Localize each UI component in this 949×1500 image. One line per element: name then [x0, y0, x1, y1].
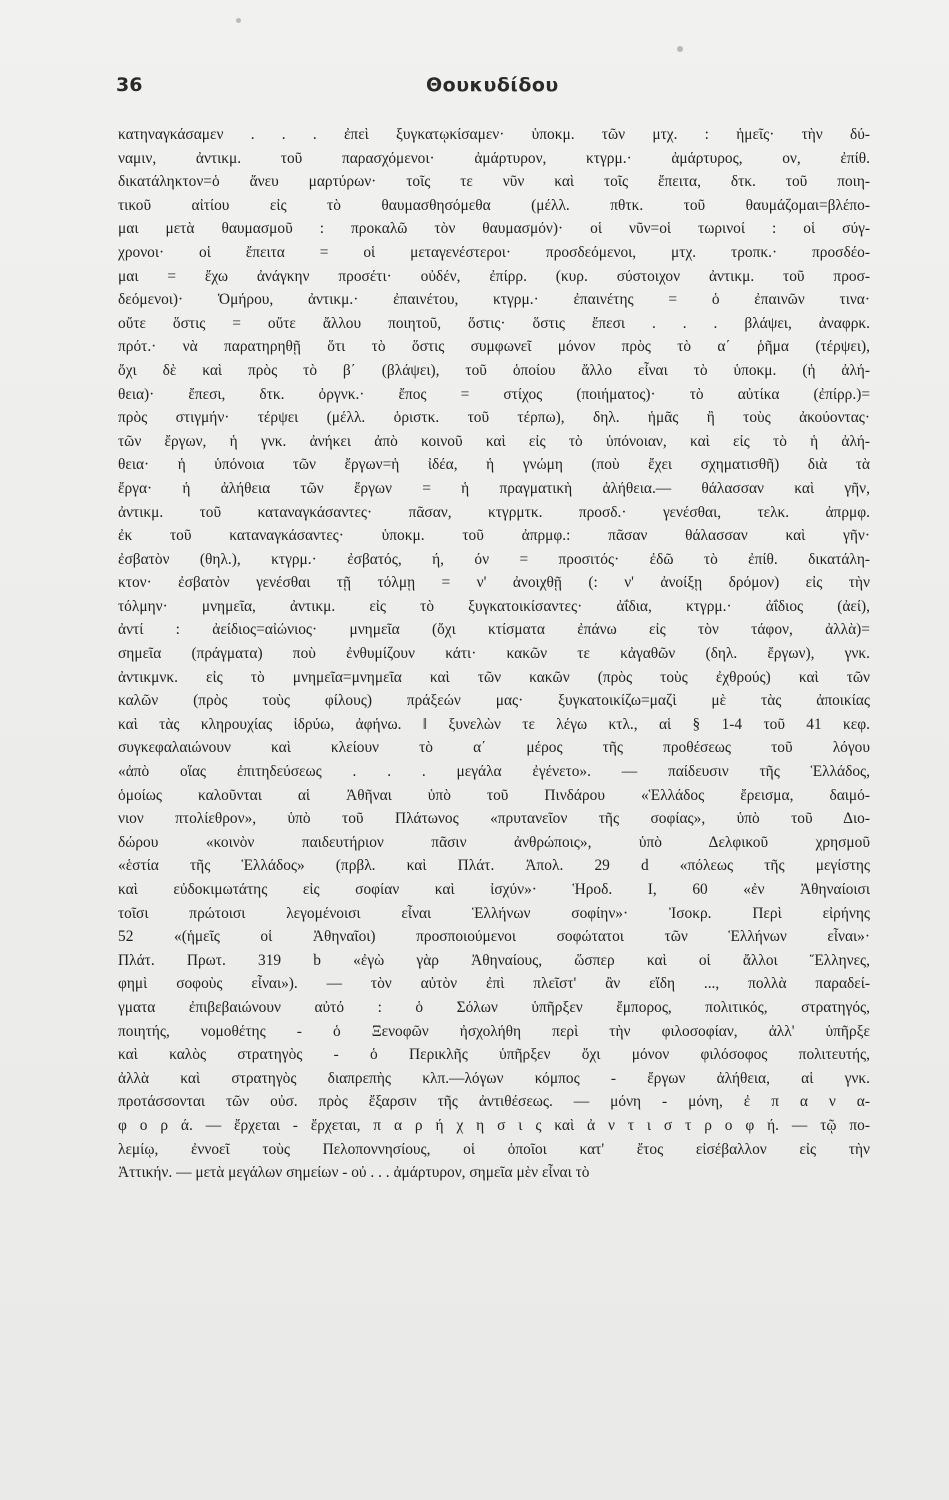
text-line: προτάσσονται τῶν οὐσ. πρὸς ἔξαρσιν τῆς ἀντιθέσεως. — μόνη - μόνη, ἐ π α ν α-: [118, 1093, 870, 1111]
running-title: Θουκυδίδου: [426, 74, 559, 96]
text-line: 52 «(ἡμεῖς οἱ Ἀθηναῖοι) προσποιούμενοι σοφώτατοι τῶν Ἑλλήνων εἶναι»·: [118, 928, 870, 946]
text-line: τικοῦ αἰτίου εἰς τὸ θαυμασθησόμεθα (μέλλ. πθτκ. τοῦ θαυμάζομαι=βλέπο-: [118, 196, 870, 214]
text-line: ἀντικμνκ. εἰς τὸ μνημεῖα=μνημεῖα καὶ τῶν κακῶν (πρὸς τοὺς ἐχθρούς) καὶ τῶν: [118, 668, 870, 686]
text-line: χρονοι· οἱ ἔπειτα = οἱ μεταγενέστεροι· προσδεόμενοι, μτχ. τροπκ.· προσδέο-: [118, 243, 870, 261]
text-line: φ ο ρ ά. — ἔρχεται - ἔρχεται, π α ρ ή χ η σ ι ς καὶ ἀ ν τ ι σ τ ρ ο φ ή. — τῷ πο-: [118, 1116, 870, 1134]
text-line: μαι μετὰ θαυμασμοῦ : προκαλῶ τὸν θαυμασμόν)· οἱ νῦν=οἱ τωρινοί : οἱ σύγ-: [118, 220, 870, 238]
text-line: καὶ τὰς κληρουχίας ἱδρύω, ἀφήνω. ‖ ξυνελὼν τε λέγω κτλ., αἱ § 1-4 τοῦ 41 κεφ.: [118, 715, 870, 733]
text-line: ἀντί : ἀείδιος=αἰώνιος· μνημεῖα (ὄχι κτίσματα ἐπάνω εἰς τὸν τάφον, ἀλλὰ)=: [118, 621, 870, 639]
text-line: δεόμενοι)· Ὁμήρου, ἀντικμ.· ἐπαινέτου, κτγρμ.· ἐπαινέτης = ὁ ἐπαινῶν τινα·: [118, 291, 870, 309]
commentary-text: [118, 123, 870, 1185]
text-line: κτον· ἐσβατὸν γενέσθαι τῇ τόλμῃ = ν' ἀνοιχθῇ (: ν' ἀνοίξῃ δρόμον) εἰς τὴν: [118, 574, 870, 592]
text-line: πρὸς στιγμήν· τέρψει (μέλλ. ὁριστκ. τοῦ τέρπω), δηλ. ἡμᾶς ἢ τοὺς ἀκούοντας·: [118, 409, 870, 427]
text-line: σημεῖα (πράγματα) ποὺ ἐνθυμίζουν κάτι· κακῶν τε κἀγαθῶν (δηλ. ἔργων), γνκ.: [118, 645, 870, 663]
text-line: τοῖσι πρώτοισι λεγομένοισι εἶναι Ἑλλήνων σοφίην»· Ἰσοκρ. Περὶ εἰρήνης: [118, 904, 870, 922]
paper-speck: [677, 46, 683, 52]
text-line: ὄχι δὲ καὶ πρὸς τὸ β΄ (βλάψει), τοῦ ὁποίου ἄλλο εἶναι τὸ ὑποκμ. (ἡ ἀλή-: [118, 361, 870, 379]
text-line: μαι = ἔχω ἀνάγκην προσέτι· οὐδέν, ἐπίρρ. (κυρ. σύστοιχον ἀντικμ. τοῦ προσ-: [118, 267, 870, 285]
text-line: καλῶν (πρὸς τοὺς φίλους) πράξεών μας· ξυγκατοικίζω=μαζὶ μὲ τὰς ἀποικίας: [118, 692, 870, 710]
text-line: γματα ἐπιβεβαιώνουν αὐτό : ὁ Σόλων ὑπῆρξεν ἔμπορος, πολιτικός, στρατηγός,: [118, 998, 870, 1016]
text-line: οὔτε ὅστις = οὔτε ἄλλου ποιητοῦ, ὅστις· ὅστις ἔπεσι . . . βλάψει, ἀναφρκ.: [118, 314, 870, 332]
text-line: πρότ.· νὰ παρατηρηθῇ ὅτι τὸ ὅστις συμφωνεῖ μόνον πρὸς τὸ α΄ ῥῆμα (τέρψει),: [118, 338, 870, 356]
text-line: καὶ εὐδοκιμωτάτης εἰς σοφίαν καὶ ἰσχύν»· Ἡροδ. I, 60 «ἐν Ἀθηναίοισι: [118, 881, 870, 898]
text-line: ἀντικμ. τοῦ καταναγκάσαντες· πᾶσαν, κτγρμτκ. προσδ.· γενέσθαι, τελκ. ἀπρμφ.: [118, 503, 870, 521]
text-line: φημὶ σοφοὺς εἶναι»). — τὸν αὐτὸν ἐπὶ πλεῖστ' ἂν εἴδη ..., πολλὰ παραδεί-: [118, 975, 870, 993]
text-line: Ἀττικήν. — μετὰ μεγάλων σημείων - οὐ . . . ἀμάρτυρον, σημεῖα μὲν εἶναι τὸ: [118, 1164, 590, 1182]
text-line: συγκεφαλαιώνουν καὶ κλείουν τὸ α΄ μέρος τῆς προθέσεως τοῦ λόγου: [118, 739, 870, 757]
text-line: θεια· ἡ ὑπόνοια τῶν ἔργων=ἡ ἰδέα, ἡ γνώμη (ποὺ ἔχει σχηματισθῆ) διὰ τὰ: [118, 456, 870, 474]
text-line: ὁμοίως καλοῦνται αἱ Ἀθῆναι ὑπὸ τοῦ Πινδάρου «Ἑλλάδος ἔρεισμα, δαιμό-: [118, 786, 870, 804]
text-line: «ἀπὸ οἵας ἐπιτηδεύσεως . . . μεγάλα ἐγένετο». — παίδευσιν τῆς Ἑλλάδος,: [118, 763, 870, 781]
text-line: κατηναγκάσαμεν . . . ἐπεὶ ξυγκατῳκίσαμεν· ὑποκμ. τῶν μτχ. : ἡμεῖς· τὴν δύ-: [118, 126, 870, 143]
text-line: ἔργα· ἡ ἀλήθεια τῶν ἔργων = ἡ πραγματικὴ ἀλήθεια.— θάλασσαν καὶ γῆν,: [118, 479, 870, 497]
text-line: ποιητής, νομοθέτης - ὁ Ξενοφῶν ἠσχολήθη περὶ τὴν φιλοσοφίαν, ἀλλ' ὑπῆρξε: [118, 1022, 870, 1040]
page-header: [118, 72, 870, 104]
text-line: δικατάληκτον=ὁ ἄνευ μαρτύρων· τοῖς τε νῦν καὶ τοῖς ἔπειτα, δτκ. τοῦ ποιη-: [118, 173, 870, 191]
text-line: δώρου «κοινὸν παιδευτήριον πᾶσιν ἀνθρώποις», ὑπὸ Δελφικοῦ χρησμοῦ: [118, 833, 870, 851]
paper-speck: [236, 18, 241, 23]
text-line: ἐκ τοῦ καταναγκάσαντες· ὑποκμ. τοῦ ἀπρμφ.: πᾶσαν θάλασσαν καὶ γῆν·: [118, 527, 870, 545]
text-line: θεια)· ἔπεσι, δτκ. ὀργνκ.· ἔπος = στίχος (ποιήματος)· τὸ αὐτίκα (ἐπίρρ.)=: [118, 385, 870, 403]
text-line: καὶ καλὸς στρατηγὸς - ὁ Περικλῆς ὑπῆρξεν ὄχι μόνον φιλόσοφος πολιτευτής,: [118, 1046, 870, 1064]
page-number: 36: [116, 74, 143, 96]
text-line: τόλμην· μνημεῖα, ἀντικμ. εἰς τὸ ξυγκατοικίσαντες· ἀΐδια, κτγρμ.· ἀΐδιος (ἀεί),: [118, 597, 870, 615]
text-line: «ἑστία τῆς Ἑλλάδος» (πρβλ. καὶ Πλάτ. Ἀπολ. 29 d «πόλεως τῆς μεγίστης: [118, 857, 870, 875]
text-line: Πλάτ. Πρωτ. 319 b «ἐγὼ γὰρ Ἀθηναίους, ὥσπερ καὶ οἱ ἄλλοι Ἕλληνες,: [118, 951, 870, 969]
text-line: ἀλλὰ καὶ στρατηγὸς διαπρεπὴς κλπ.—λόγων κόμπος - ἔργων ἀλήθεια, αἱ γνκ.: [118, 1069, 870, 1087]
text-line: νιον πτολίεθρον», ὑπὸ τοῦ Πλάτωνος «πρυτανεῖον τῆς σοφίας», ὑπὸ τοῦ Διο-: [118, 810, 870, 828]
text-line: λεμίῳ, ἐννοεῖ τοὺς Πελοποννησίους, οἱ ὁποῖοι κατ' ἔτος εἰσέβαλλον εἰς τὴν: [118, 1140, 870, 1158]
text-line: ναμιν, ἀντικμ. τοῦ παρασχόμενοι· ἀμάρτυρον, κτγρμ.· ἀμάρτυρος, ον, ἐπίθ.: [118, 149, 870, 167]
text-line: τῶν ἔργων, ἡ γνκ. ἀνήκει ἀπὸ κοινοῦ καὶ εἰς τὸ ὑπόνοιαν, καὶ εἰς τὸ ἡ ἀλή-: [118, 432, 870, 450]
text-line: ἐσβατὸν (θηλ.), κτγρμ.· ἐσβατός, ή, όν = προσιτός· ἐδῶ τὸ ἐπίθ. δικατάλη-: [118, 550, 870, 568]
